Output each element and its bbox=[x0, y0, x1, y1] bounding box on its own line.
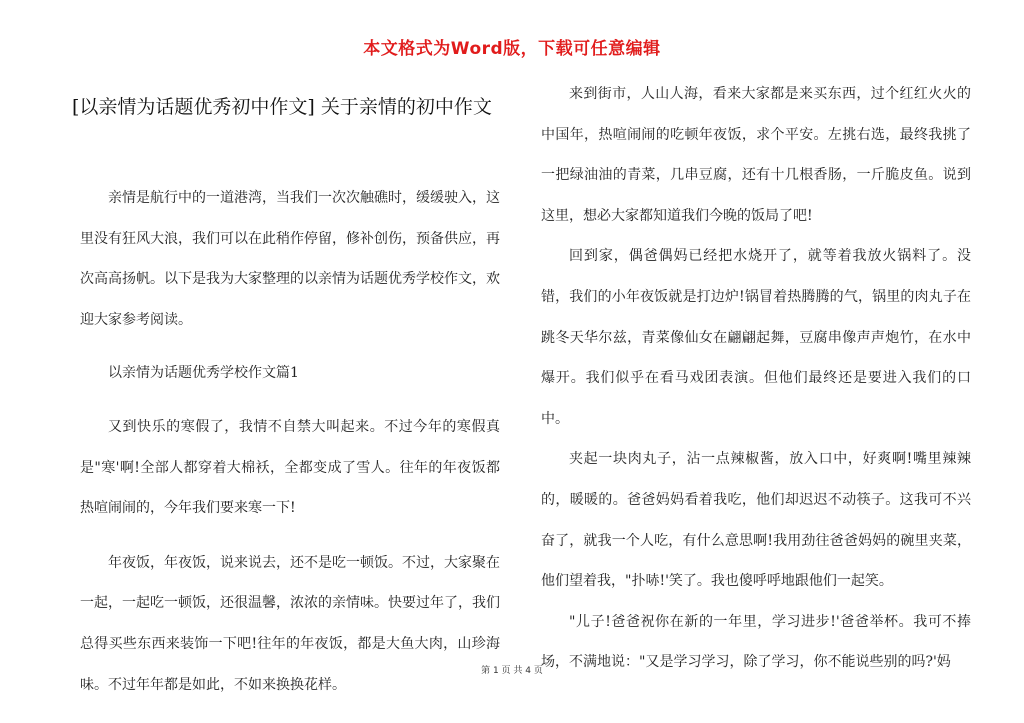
download-banner: 本文格式为Word版，下载可任意编辑 bbox=[363, 39, 661, 59]
body-paragraph: 年夜饭，年夜饭，说来说去，还不是吃一顿饭。不过，大家聚在一起，一起吃一顿饭，还很温馨，浓浓的亲情味。快要过年了，我们总得买些东西来装饰一下吧!往年的年夜饭，都是大鱼大肉，山珍海味。不过年年都是如此，不如来换换花样。 bbox=[80, 554, 500, 693]
left-column bbox=[80, 178, 500, 705]
body-paragraph: 夹起一块肉丸子，沾一点辣椒酱，放入口中，好爽啊!嘴里辣辣的，暖暖的。爸爸妈妈看着我吃，他们却迟迟不动筷子。这我可不兴奋了，就我一个人吃，有什么意思啊!我用劲往爸爸妈妈的碗里夹菜，他们望着我，"扑哧!'笑了。我也傻呼呼地跟他们一起笑。 bbox=[541, 451, 971, 590]
intro-paragraph: 亲情是航行中的一道港湾，当我们一次次触礁时，缓缓驶入，这里没有狂风大浪，我们可以在此稍作停留，修补创伤，预备供应，再次高高扬帆。以下是我为大家整理的以亲情为话题优秀学校作文，欢迎大家参考阅读。 bbox=[80, 190, 500, 328]
page-number-footer: 第 1 页 共 4 页 bbox=[481, 666, 543, 676]
body-paragraph: 又到快乐的寒假了，我情不自禁大叫起来。不过今年的寒假真是"寒'啊!全部人都穿着大棉袄，全都变成了雪人。往年的年夜饭都热喧闹闹的，今年我们要来寒一下! bbox=[80, 418, 500, 517]
essay-subheading: 以亲情为话题优秀学校作文篇1 bbox=[108, 365, 299, 382]
body-paragraph: "儿子!爸爸祝你在新的一年里，学习进步!'爸爸举杯。我可不捧场，不满地说："又是学习学习，除了学习，你不能说些别的吗?'妈 bbox=[541, 613, 971, 671]
document-title: [以亲情为话题优秀初中作文] 关于亲情的初中作文 bbox=[72, 96, 492, 118]
body-paragraph: 来到街市，人山人海，看来大家都是来买东西，过个红红火火的中国年，热喧闹闹的吃顿年夜饭，求个平安。左挑右选，最终我挑了一把绿油油的青菜，几串豆腐，还有十几根香肠，一斤脆皮鱼。说到这里，想必大家都知道我们今晚的饭局了吧! bbox=[541, 86, 971, 224]
body-paragraph: 回到家，偶爸偶妈已经把水烧开了，就等着我放火锅料了。没错，我们的小年夜饭就是打边炉!锅冒着热腾腾的气，锅里的肉丸子在跳冬天华尔兹，青菜像仙女在翩翩起舞，豆腐串像声声炮竹，在水中爆开。我们似乎在看马戏团表演。但他们最终还是要进入我们的口中。 bbox=[541, 248, 971, 427]
right-column bbox=[541, 74, 971, 683]
